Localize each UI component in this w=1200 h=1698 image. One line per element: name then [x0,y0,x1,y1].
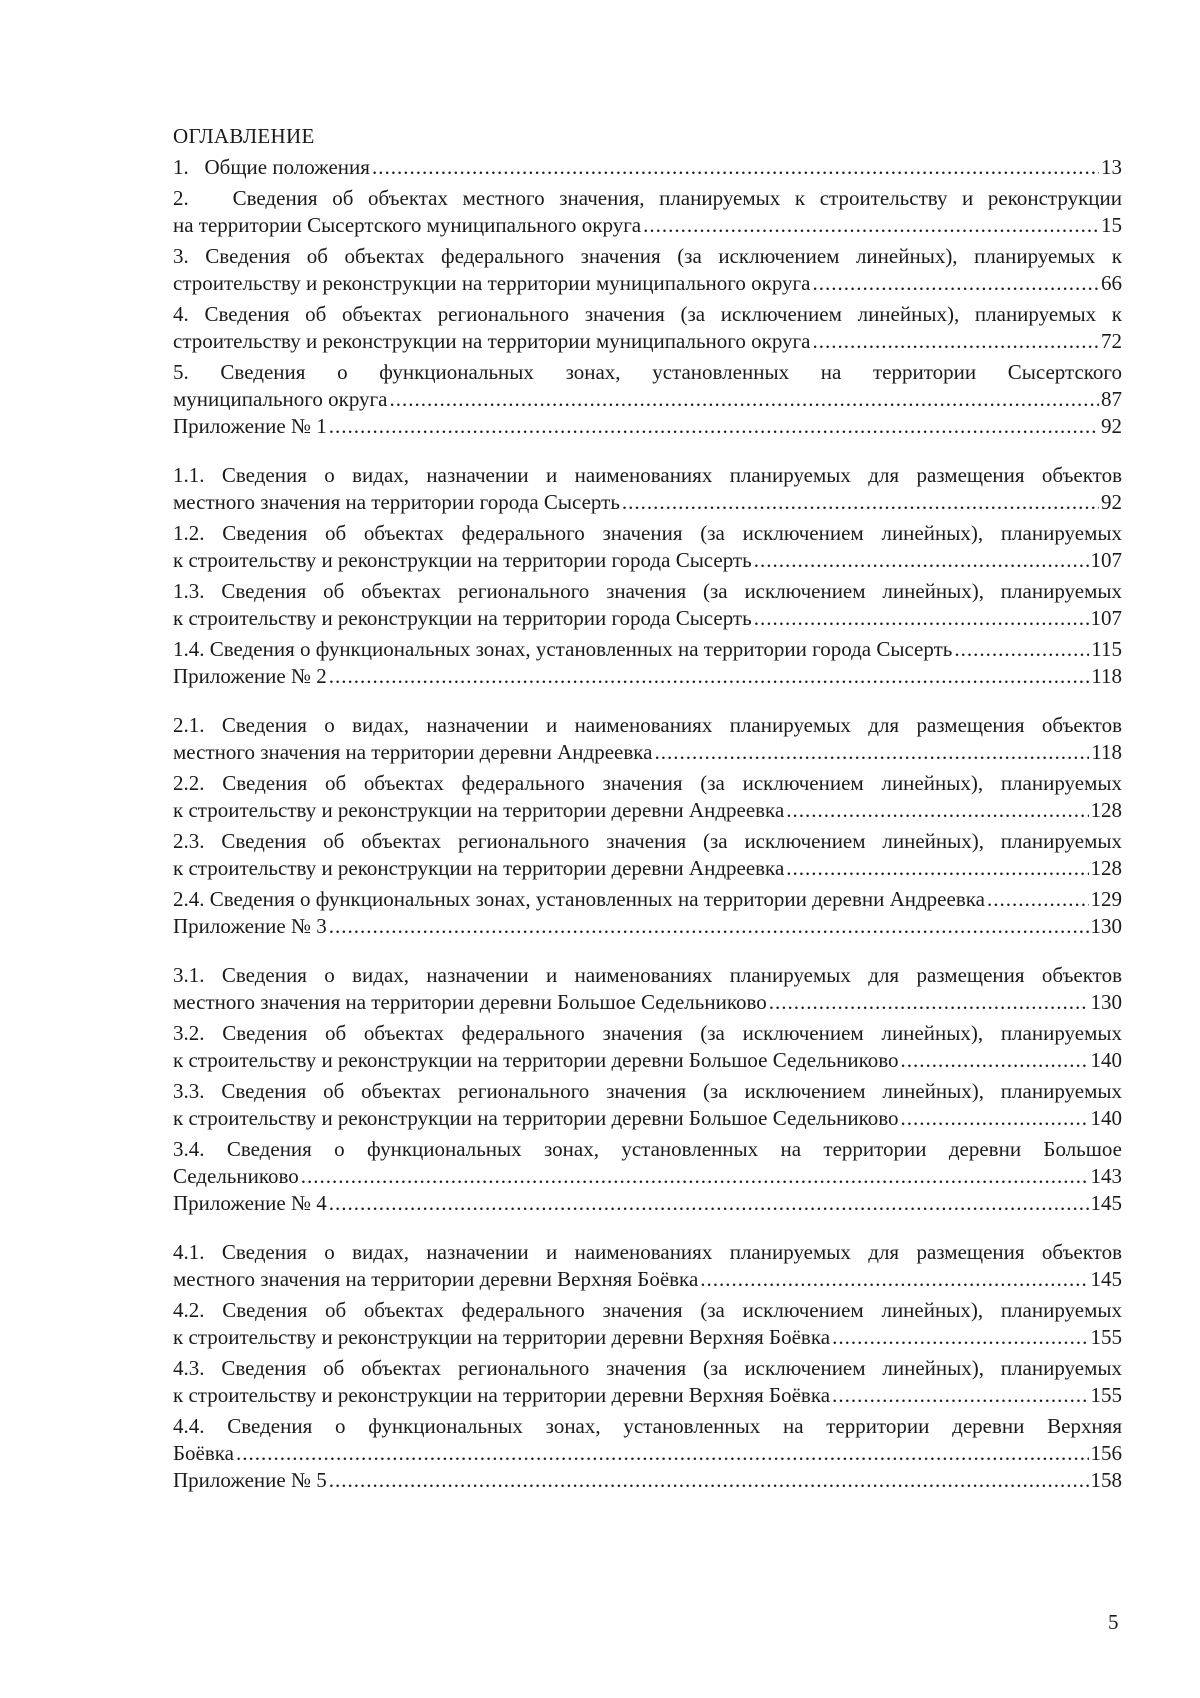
dot-leader [754,547,1089,574]
dot-leader [832,1382,1088,1409]
toc-entry-title: к строительству и реконструкции на территории деревни Андреевка [173,856,785,880]
toc-entry-leader-line [173,636,1122,663]
toc-entry-page-number: 145 [1090,1267,1122,1291]
toc-entry[interactable] [173,462,1122,516]
toc-entry-leader-line [173,1047,1122,1074]
toc-entry-title: муниципального округа [173,387,388,411]
toc-entry-page-number: 115 [1091,637,1122,661]
toc-entry-leader-line [173,663,1122,690]
toc-entry-page-number: 156 [1090,1441,1122,1465]
dot-leader [654,739,1089,766]
toc-entry-text-line: 4.4. Сведения о функциональных зонах, установленных на территории деревни Верхняя [173,1414,1122,1438]
toc-entry[interactable] [173,520,1122,574]
toc-entry-title: к строительству и реконструкции на территории деревни Верхняя Боёвка [173,1325,831,1349]
toc-entry-page-number: 129 [1090,887,1122,911]
toc-entry-leader-line [173,1163,1122,1190]
toc-entry[interactable] [173,1078,1122,1132]
toc-entry-leader-line [173,605,1122,632]
toc-entry-leader-line [173,328,1122,355]
toc-entry[interactable] [173,913,1122,940]
page-number: 5 [1108,1610,1119,1634]
toc-entry-leader-line [173,212,1122,239]
toc-entry-leader-line [173,489,1122,516]
toc-entry-title: Седельниково [173,1164,299,1188]
toc-entry-page-number: 140 [1090,1106,1122,1130]
toc-entry-leader-line [173,1190,1122,1217]
toc-entry-page-number: 107 [1090,548,1122,572]
toc-entries [173,154,1122,1494]
toc-entry-page-number: 92 [1101,490,1122,514]
toc-entry[interactable] [173,1297,1122,1351]
toc-entry-leader-line [173,855,1122,882]
toc-entry-text-line: 4. Сведения об объектах регионального значения (за исключением линейных), планируемых к [173,302,1122,326]
toc-entry-leader-line [173,739,1122,766]
toc-entry-page-number: 107 [1090,606,1122,630]
toc-entry[interactable] [173,1190,1122,1217]
toc-entry-leader-line [173,547,1122,574]
toc-entry-page-number: 13 [1101,155,1122,179]
toc-entry-page-number: 15 [1101,213,1122,237]
toc-entry-text-line: 3.3. Сведения об объектах регионального значения (за исключением линейных), планируемых [173,1079,1122,1103]
toc-entry-title: местного значения на территории города Сысерть [173,490,620,514]
toc-entry-title: местного значения на территории деревни Верхняя Боёвка [173,1267,699,1291]
toc-entry-text-line: 4.3. Сведения об объектах регионального значения (за исключением линейных), планируемых [173,1356,1122,1380]
toc-entry-text-line: 4.1. Сведения о видах, назначении и наименованиях планируемых для размещения объектов [173,1240,1122,1264]
toc-entry[interactable] [173,1020,1122,1074]
toc-entry-leader-line [173,797,1122,824]
toc-entry[interactable] [173,413,1122,440]
toc-entry-leader-line [173,886,1122,913]
toc-entry-text-line: 2.2. Сведения об объектах федерального значения (за исключением линейных), планируемых [173,771,1122,795]
toc-entry-text-line: 3.1. Сведения о видах, назначении и наименованиях планируемых для размещения объектов [173,963,1122,987]
toc-entry-text-line: 3.4. Сведения о функциональных зонах, установленных на территории деревни Большое [173,1137,1122,1161]
toc-entry-text-line: 1.2. Сведения об объектах федерального значения (за исключением линейных), планируемых [173,521,1122,545]
toc-entry-leader-line [173,1467,1122,1494]
dot-leader [329,1190,1089,1217]
dot-leader [769,989,1089,1016]
toc-entry[interactable] [173,1355,1122,1409]
toc-entry[interactable] [173,663,1122,690]
toc-entry-title: к строительству и реконструкции на территории деревни Верхняя Боёвка [173,1383,831,1407]
toc-entry-page-number: 155 [1090,1325,1122,1349]
toc-entry-leader-line [173,1266,1122,1293]
toc-entry-leader-line [173,1440,1122,1467]
toc-entry-leader-line [173,386,1122,413]
dot-leader [812,270,1099,297]
toc-entry-title: на территории Сысертского муниципального округа [173,213,642,237]
toc-entry-text-line: 3.2. Сведения об объектах федерального значения (за исключением линейных), планируемых [173,1021,1122,1045]
toc-entry-title: к строительству и реконструкции на территории города Сысерть [173,606,752,630]
dot-leader [389,386,1099,413]
toc-entry-leader-line [173,913,1122,940]
toc-entry-page-number: 87 [1101,387,1122,411]
toc-entry-page-number: 155 [1090,1383,1122,1407]
toc-entry-text-line: 5. Сведения о функциональных зонах, установленных на территории Сысертского [173,360,1122,384]
toc-entry[interactable] [173,1413,1122,1467]
toc-entry[interactable] [173,359,1122,413]
toc-entry-title: Приложение № 2 [173,664,327,688]
dot-leader [700,1266,1088,1293]
toc-entry[interactable] [173,770,1122,824]
toc-title: ОГЛАВЛЕНИЕ [173,124,315,148]
toc-entry-title: строительству и реконструкции на территории муниципального округа [173,271,811,295]
toc-entry[interactable] [173,962,1122,1016]
toc-entry[interactable] [173,243,1122,297]
dot-leader [643,212,1099,239]
toc-entry-title: Приложение № 5 [173,1468,327,1492]
toc-entry-title: к строительству и реконструкции на территории деревни Большое Седельниково [173,1106,899,1130]
toc-entry[interactable] [173,1136,1122,1190]
toc-entry-page-number: 66 [1101,271,1122,295]
toc-entry-text-line: 1.3. Сведения об объектах регионального значения (за исключением линейных), планируемых [173,579,1122,603]
toc-entry-leader-line [173,1105,1122,1132]
toc-entry-title: 1. Общие положения [173,155,370,179]
toc-entry-title: Приложение № 3 [173,914,327,938]
toc-entry-leader-line [173,270,1122,297]
toc-entry-page-number: 143 [1090,1164,1122,1188]
toc-entry-text-line: 2.1. Сведения о видах, назначении и наименованиях планируемых для размещения объектов [173,713,1122,737]
toc-entry[interactable] [173,886,1122,913]
toc-entry-title: к строительству и реконструкции на территории деревни Большое Седельниково [173,1048,899,1072]
dot-leader [372,154,1099,181]
dot-leader [329,663,1090,690]
dot-leader [622,489,1099,516]
toc-entry-leader-line [173,989,1122,1016]
toc-entry-title: Приложение № 1 [173,414,327,438]
dot-leader [301,1163,1089,1190]
toc-entry-page-number: 118 [1091,664,1122,688]
toc-entry-title: местного значения на территории деревни Андреевка [173,740,653,764]
toc-entry[interactable] [173,1467,1122,1494]
toc-entry-leader-line [173,154,1122,181]
dot-leader [754,605,1089,632]
dot-leader [954,636,1089,663]
dot-leader [329,913,1089,940]
toc-entry[interactable] [173,301,1122,355]
toc-entry-page-number: 128 [1090,798,1122,822]
toc-entry-leader-line [173,413,1122,440]
dot-leader [812,328,1099,355]
toc-entry-title: 2.4. Сведения о функциональных зонах, установленных на территории деревни Андреевка [173,887,985,911]
toc-entry[interactable] [173,578,1122,632]
toc-entry-title: Боёвка [173,1441,235,1465]
toc-entry-page-number: 128 [1090,856,1122,880]
toc-entry-page-number: 130 [1090,914,1122,938]
toc-entry-text-line: 3. Сведения об объектах федерального значения (за исключением линейных), планируемых к [173,244,1122,268]
dot-leader [901,1105,1089,1132]
toc-entry-page-number: 140 [1090,1048,1122,1072]
dot-leader [832,1324,1088,1351]
table-of-contents [173,122,1122,1494]
toc-entry[interactable] [173,1239,1122,1293]
toc-entry[interactable] [173,185,1122,239]
dot-leader [236,1440,1088,1467]
dot-leader [786,797,1088,824]
toc-entry-text-line: 2.3. Сведения об объектах регионального значения (за исключением линейных), планируемых [173,829,1122,853]
toc-entry-title: местного значения на территории деревни Большое Седельниково [173,990,767,1014]
toc-entry-page-number: 130 [1090,990,1122,1014]
toc-entry-page-number: 118 [1091,740,1122,764]
toc-entry[interactable] [173,154,1122,181]
dot-leader [329,1467,1089,1494]
toc-entry-page-number: 92 [1101,414,1122,438]
toc-entry[interactable] [173,636,1122,663]
dot-leader [987,886,1089,913]
toc-entry-text-line: 2. Сведения об объектах местного значения, планируемых к строительству и реконструкции [173,186,1122,210]
toc-entry-leader-line [173,1324,1122,1351]
toc-entry-title: к строительству и реконструкции на территории города Сысерть [173,548,752,572]
toc-entry[interactable] [173,828,1122,882]
toc-entry-page-number: 72 [1101,329,1122,353]
toc-entry-title: строительству и реконструкции на территории муниципального округа [173,329,811,353]
toc-entry-title: 1.4. Сведения о функциональных зонах, установленных на территории города Сысерть [173,637,953,661]
dot-leader [786,855,1088,882]
toc-entry-text-line: 1.1. Сведения о видах, назначении и наименованиях планируемых для размещения объектов [173,463,1122,487]
toc-entry-title: к строительству и реконструкции на территории деревни Андреевка [173,798,785,822]
toc-entry-title: Приложение № 4 [173,1191,327,1215]
toc-entry-page-number: 158 [1090,1468,1122,1492]
toc-entry-leader-line [173,1382,1122,1409]
dot-leader [901,1047,1089,1074]
toc-entry-page-number: 145 [1090,1191,1122,1215]
toc-entry[interactable] [173,712,1122,766]
toc-entry-text-line: 4.2. Сведения об объектах федерального значения (за исключением линейных), планируемых [173,1298,1122,1322]
dot-leader [329,413,1099,440]
